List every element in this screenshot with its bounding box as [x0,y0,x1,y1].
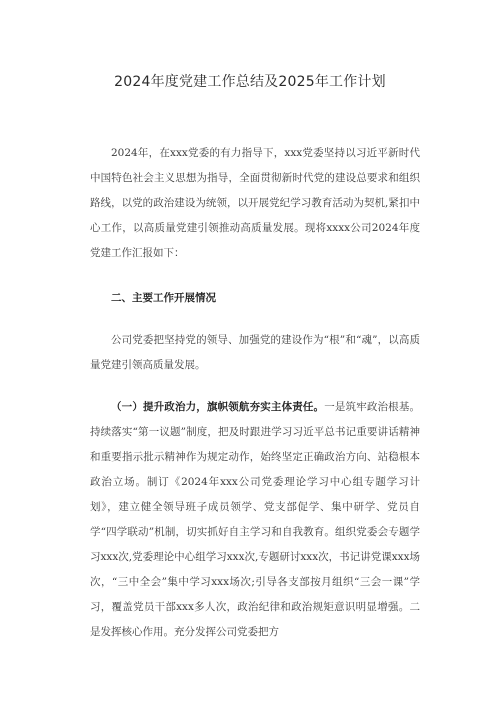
section-heading: 二、主要工作开展情况 [111,292,216,304]
subsection-lead: （一）提升政治力，旗帜领航夯实主体责任。 [111,401,325,413]
section-intro-paragraph: 公司党委把坚持党的领导、加强党的建设作为“根”和“魂”，以高质量党建引领高质量发展。 [90,334,420,371]
document-body [90,141,420,662]
intro-paragraph: 2024年，在xxx党委的有力指导下，xxx党委坚持以习近平新时代中国特色社会主义思想为指导，全面贯彻新时代党的建设总要求和组织路线，以党的政治建设为统领，以开展党纪学习教育活动为契机,紧扣中心工作，以高质量党建引领推动高质量发展。现将xxxx公司2024年度党建工作汇报如下： [90,147,420,259]
subsection-body: 一是筑牢政治根基。持续落实“第一议题”制度，把及时跟进学习习近平总书记重要讲话精神和重要指示批示精神作为规定动作，始终坚定正确政治方向、站稳根本政治立场。制订《2024年xxx公司党委理论学习中心组专题学习计划》，建立健全领导班子成员领学、党支部促学、集中研学、党员自学“四学联动”机制，切实抓好自主学习和自我教育。组织党委会专题学习xxx次,党委理论中心组学习xxx次,专题研讨xxx次，书记讲党课xxx场次，“三中全会”集中学习xxx场次;引导各支部按月组织“三会一课”学习，覆盖党员干部xxx多人次，政治纪律和政治规矩意识明显增强。二是发挥核心作用。充分发挥公司党委把方 [90,401,421,638]
document-title: 2024年度党建工作总结及2025年工作计划 [114,74,386,90]
subsection-paragraph [90,395,420,645]
